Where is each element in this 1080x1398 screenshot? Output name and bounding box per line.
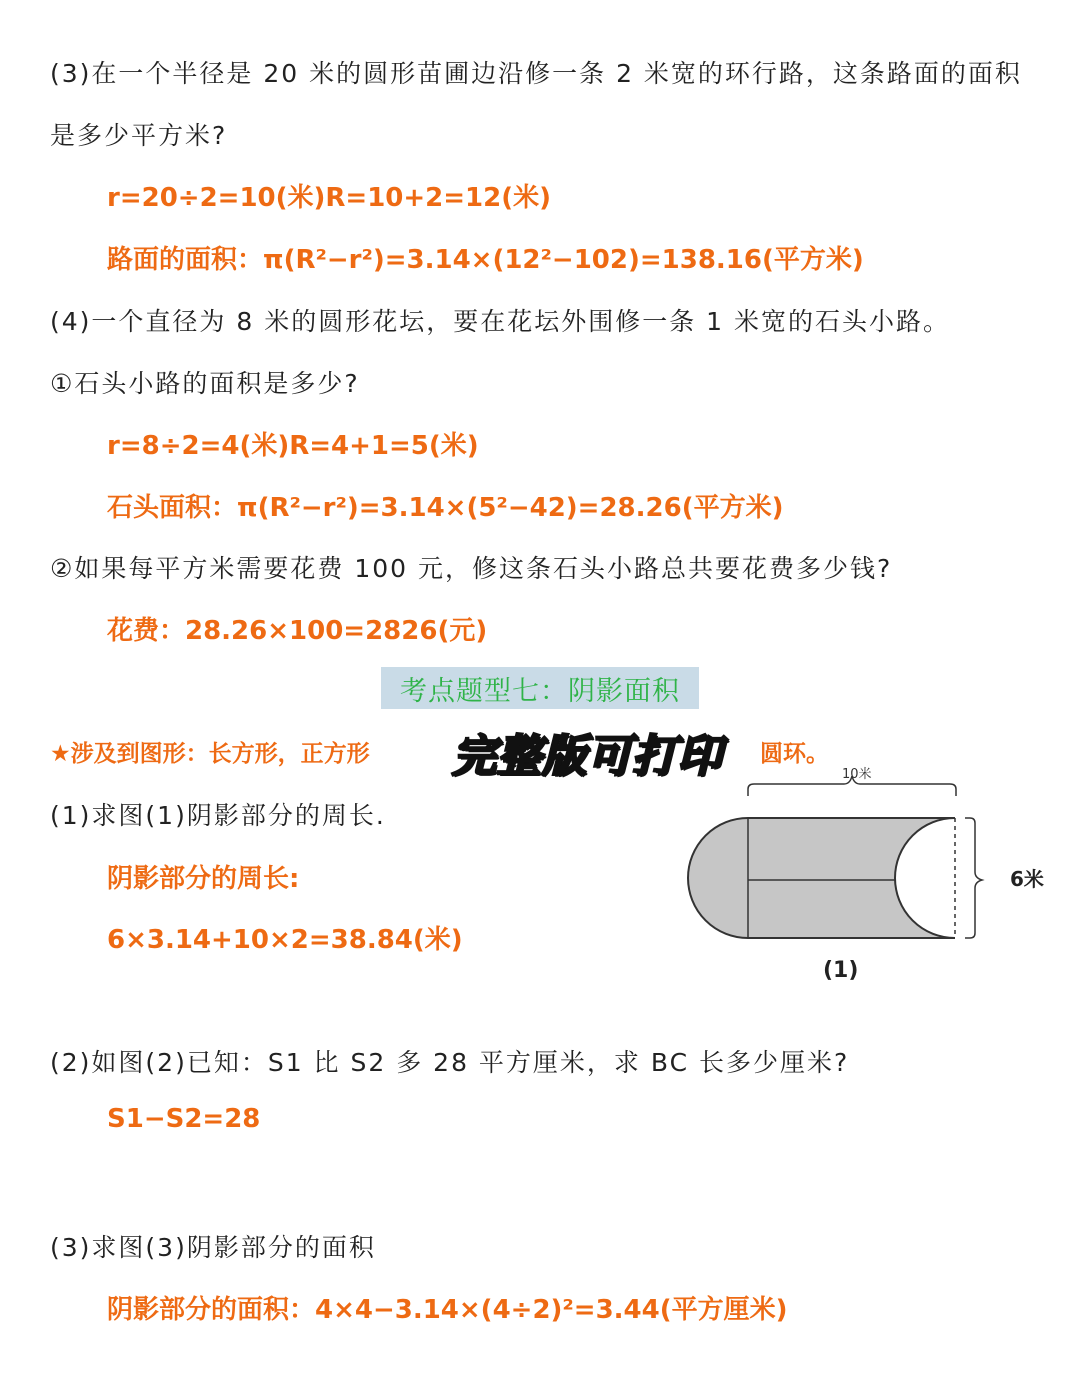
section-title: 考点题型七：阴影面积 <box>381 667 699 709</box>
p3-answer: 阴影部分的面积：4×4−3.14×(4÷2)²=3.44(平方厘米) <box>107 1295 788 1325</box>
q3-answer-area: 路面的面积：π(R²−r²)=3.14×(12²−102)=138.16(平方米) <box>107 245 864 275</box>
width-label: 10米 <box>842 767 872 782</box>
q4-answer-area: 石头面积：π(R²−r²)=3.14×(5²−42)=28.26(平方米) <box>107 493 784 523</box>
q4-answer-cost: 花费：28.26×100=2826(元) <box>107 616 488 646</box>
watermark-text: 完整版可打印 <box>452 731 722 782</box>
height-label: 6米 <box>1010 867 1044 891</box>
q3-line2: 是多少平方米? <box>50 121 228 150</box>
p3-question: (3)求图(3)阴影部分的面积 <box>50 1233 376 1262</box>
p1-answer-calc: 6×3.14+10×2=38.84(米) <box>107 925 463 955</box>
star-line: ★涉及到图形：长方形，正方形 <box>50 741 370 767</box>
q4-line: (4)一个直径为 8 米的圆形花坛，要在花坛外围修一条 1 米宽的石头小路。 <box>50 307 951 336</box>
q4-sub1: ①石头小路的面积是多少? <box>50 369 360 398</box>
q3-line1: (3)在一个半径是 20 米的圆形苗圃边沿修一条 2 米宽的环行路，这条路面的面积 <box>50 59 1022 88</box>
height-brace <box>965 818 982 938</box>
shaded-region <box>688 818 955 938</box>
q4-answer-radius: r=8÷2=4(米)R=4+1=5(米) <box>107 431 479 461</box>
figure-1 <box>680 760 1060 990</box>
q4-sub2: ②如果每平方米需要花费 100 元，修这条石头小路总共要花费多少钱? <box>50 554 893 583</box>
star-line-tail: 圆环。 <box>760 741 829 767</box>
p2-question: (2)如图(2)已知：S1 比 S2 多 28 平方厘米，求 BC 长多少厘米? <box>50 1048 850 1077</box>
q3-answer-radius: r=20÷2=10(米)R=10+2=12(米) <box>107 183 551 213</box>
figure-caption: (1) <box>823 958 859 983</box>
p2-answer: S1−S2=28 <box>107 1104 261 1134</box>
p1-question: (1)求图(1)阴影部分的周长. <box>50 801 386 830</box>
p1-answer-label: 阴影部分的周长: <box>107 864 300 894</box>
